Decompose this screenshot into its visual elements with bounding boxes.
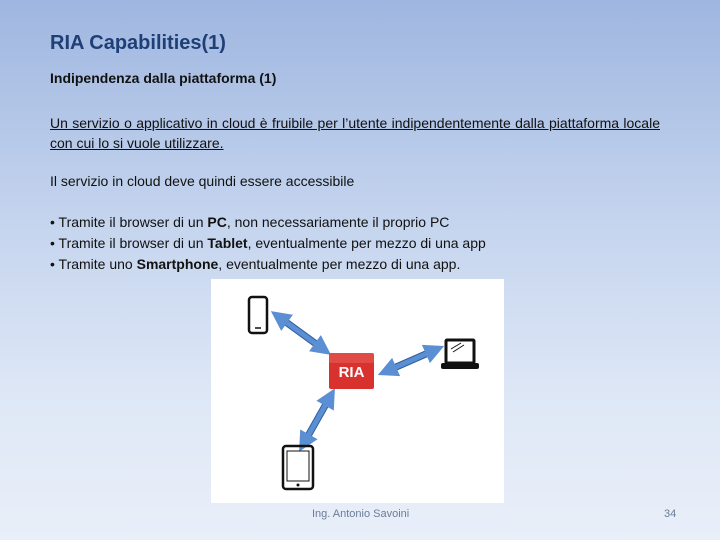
ria-diagram-svg bbox=[211, 279, 504, 503]
footer-author: Ing. Antonio Savoini bbox=[312, 508, 410, 520]
page-number: 34 bbox=[664, 508, 677, 520]
slide-subtitle: Indipendenza dalla piattaforma (1) bbox=[50, 70, 277, 86]
arrow-tablet bbox=[304, 397, 330, 443]
bullet-tablet: • Tramite il browser di un Tablet, eventualmente per mezzo di una app bbox=[50, 235, 486, 251]
slide-title: RIA Capabilities(1) bbox=[50, 32, 226, 54]
bullet-list bbox=[50, 212, 486, 275]
ria-logo-label: RIA bbox=[338, 364, 365, 381]
bullet-pc: • Tramite il browser di un PC, non necessariamente il proprio PC bbox=[50, 214, 450, 230]
ria-diagram bbox=[211, 279, 504, 503]
accessibility-statement: Il servizio in cloud deve quindi essere accessibile bbox=[50, 173, 355, 189]
bullet-smartphone: • Tramite uno Smartphone, eventualmente per mezzo di una app. bbox=[50, 256, 461, 272]
laptop-icon bbox=[441, 340, 479, 369]
arrow-laptop bbox=[387, 350, 435, 371]
arrow-smartphone bbox=[279, 317, 323, 349]
tablet-icon bbox=[283, 446, 313, 489]
ria-logo bbox=[329, 353, 374, 389]
smartphone-icon bbox=[249, 297, 267, 333]
intro-paragraph: Un servizio o applicativo in cloud è fruibile per l’utente indipendentemente dalla piattaforma locale con cui lo si vuole utilizzare. bbox=[50, 115, 660, 151]
